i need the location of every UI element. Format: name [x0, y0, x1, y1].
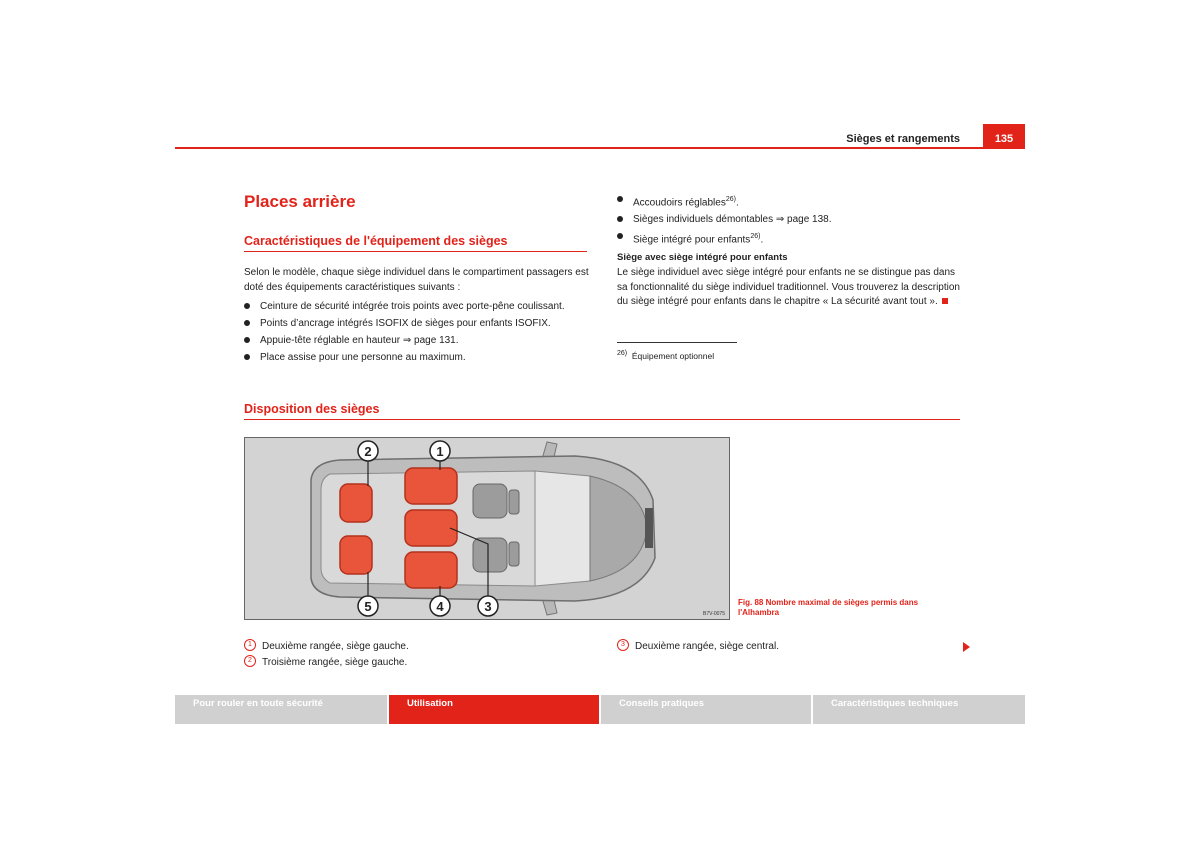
page-number: 135	[983, 124, 1025, 148]
bullet-icon	[244, 354, 250, 360]
seat-2	[340, 484, 372, 522]
footer-tab-safety[interactable]: Pour rouler en toute sécurité	[175, 695, 387, 724]
front-grille	[645, 508, 653, 548]
header-rule	[175, 147, 1025, 149]
figure-caption: Fig. 88 Nombre maximal de sièges permis dans l'Alhambra	[738, 598, 919, 617]
windscreen	[535, 471, 597, 586]
bullet-icon	[244, 320, 250, 326]
legend-right	[617, 639, 779, 655]
list-item: Ceinture de sécurité intégrée trois points avec porte-pêne coulissant.	[244, 298, 594, 315]
callout-5: 5	[364, 599, 372, 614]
bullet-icon	[617, 216, 623, 222]
disposition-rule	[244, 419, 960, 420]
page-title: Places arrière	[244, 192, 356, 211]
subtitle-rule	[244, 251, 587, 252]
callout-3: 3	[484, 599, 492, 614]
footnote-ref: 26)	[725, 196, 736, 203]
legend-item: 3 Deuxième rangée, siège central.	[617, 639, 779, 655]
footnote: $^{26)}$ Équipement optionnel	[617, 350, 715, 361]
end-mark-icon	[942, 298, 948, 304]
bullet-icon	[244, 337, 250, 343]
running-header-title: Sièges et rangements	[846, 133, 960, 145]
legend-left	[244, 639, 409, 671]
intro-paragraph: Selon le modèle, chaque siège individuel dans le compartiment passagers est doté des équipements caractéristiques suivants :	[244, 267, 589, 293]
footer-tab-technical-data[interactable]: Caractéristiques techniques	[813, 695, 1025, 724]
footnote-rule	[617, 342, 737, 343]
next-page-arrow-icon[interactable]	[963, 642, 970, 652]
bullet-icon	[617, 233, 623, 239]
car-topview-illustration	[245, 438, 729, 619]
child-seat-paragraph: Le siège individuel avec siège intégré pour enfants ne se distingue pas dans sa fonctionnalité du siège individuel traditionnel. Vous trouverez la description du siège intégré pour enfants dans le chapitre « La sécurité avant tout ».	[617, 267, 960, 307]
list-item: Accoudoirs réglables$^{26)}$.	[617, 191, 962, 211]
callout-2: 2	[364, 444, 372, 459]
legend-item: 1 Deuxième rangée, siège gauche.	[244, 639, 409, 655]
list-item: Points d’ancrage intégrés ISOFIX de sièges pour enfants ISOFIX.	[244, 315, 594, 332]
seat-4	[405, 552, 457, 588]
legend-item: 2 Troisième rangée, siège gauche.	[244, 655, 409, 671]
callout-1: 1	[436, 444, 444, 459]
list-item: Siège intégré pour enfants$^{26)}$.	[617, 228, 962, 248]
disposition-heading: Disposition des sièges	[244, 402, 380, 416]
bullet-icon	[617, 196, 623, 202]
callout-4: 4	[436, 599, 444, 614]
list-item: Appuie-tête réglable en hauteur ⇒ page 131.	[244, 332, 594, 349]
list-item: Sièges individuels démontables ⇒ page 138.	[617, 211, 962, 228]
footer-tab-operation[interactable]: Utilisation	[389, 695, 599, 724]
seat-layout-figure	[244, 437, 730, 620]
seat-5	[340, 536, 372, 574]
right-equipment-list	[617, 191, 962, 249]
seat-3	[405, 510, 457, 546]
figure-code: B7V-0075	[703, 611, 725, 617]
equipment-list	[244, 298, 594, 366]
subheading: Siège avec siège intégré pour enfants	[617, 252, 788, 263]
footnote-ref: 26)	[750, 233, 761, 241]
bullet-icon	[244, 303, 250, 309]
section-subtitle: Caractéristiques de l'équipement des sièges	[244, 234, 508, 248]
footer-tab-practical-tips[interactable]: Conseils pratiques	[601, 695, 811, 724]
list-item: Place assise pour une personne au maximum.	[244, 349, 594, 366]
seat-1	[405, 468, 457, 504]
